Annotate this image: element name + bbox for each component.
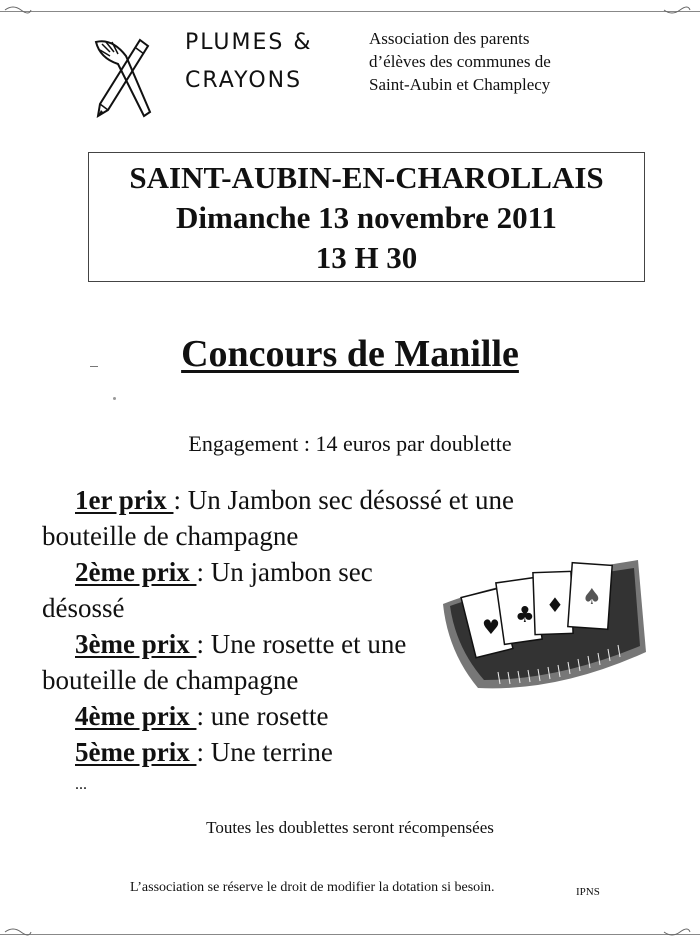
prize-rank: 5ème prix — [75, 737, 197, 767]
event-time: 13 H 30 — [315, 240, 418, 275]
event-place: SAINT-AUBIN-EN-CHAROLLAIS — [129, 160, 604, 195]
corner-curl-icon — [3, 4, 33, 16]
poster-title: Concours de Manille — [181, 333, 519, 375]
prize-separator: : — [196, 629, 211, 659]
prize-description: Un jambon sec désossé — [42, 557, 373, 623]
corner-curl-icon — [662, 4, 692, 16]
association-line: Saint-Aubin et Champlecy — [369, 75, 551, 94]
prize-separator: : — [173, 485, 188, 515]
prize-item — [42, 734, 602, 770]
prize-item — [42, 698, 602, 734]
bottom-border-line — [0, 934, 700, 935]
event-date: Dimanche 13 novembre 2011 — [176, 200, 557, 235]
prize-separator: : — [196, 737, 211, 767]
logo-text-crayons: CRAYONS — [185, 68, 303, 93]
ellipsis: ... — [75, 776, 87, 793]
prize-rank: 2ème prix — [75, 557, 197, 587]
prize-rank: 3ème prix — [75, 629, 197, 659]
prize-item — [42, 626, 432, 698]
association-header — [369, 27, 551, 96]
prize-description: Une terrine — [210, 737, 333, 767]
prize-description: Un Jambon sec désossé et une bouteille de champagne — [42, 485, 514, 551]
prize-description: Une rosette et une bouteille de champagne — [42, 629, 407, 695]
playing-cards-icon — [438, 542, 648, 692]
feather-pencil-logo-icon — [88, 30, 158, 120]
all-rewarded-note: Toutes les doublettes seront récompensées — [206, 818, 494, 837]
svg-text:♥: ♥ — [482, 615, 500, 639]
prize-separator: : — [196, 701, 211, 731]
prize-description: une rosette — [210, 701, 329, 731]
svg-text:♦: ♦ — [546, 593, 564, 617]
association-line: d’élèves des communes de — [369, 52, 551, 71]
disclaimer-note: L’association se réserve le droit de modifier la dotation si besoin. — [130, 880, 495, 895]
svg-text:♣: ♣ — [515, 603, 535, 628]
prize-separator: : — [196, 557, 211, 587]
prize-rank: 4ème prix — [75, 701, 197, 731]
svg-text:♠: ♠ — [582, 585, 602, 610]
top-border-line — [0, 11, 700, 12]
corner-curl-icon — [662, 926, 692, 938]
engagement-fee: Engagement : 14 euros par doublette — [188, 431, 512, 456]
corner-curl-icon — [3, 926, 33, 938]
ipns-mark: IPNS — [576, 886, 600, 898]
prize-item — [42, 554, 432, 626]
prize-rank: 1er prix — [75, 485, 174, 515]
association-line: Association des parents — [369, 29, 530, 48]
event-info-box — [88, 152, 645, 282]
scan-speck — [113, 397, 116, 400]
logo-text-plumes: PLUMES & — [185, 30, 313, 55]
